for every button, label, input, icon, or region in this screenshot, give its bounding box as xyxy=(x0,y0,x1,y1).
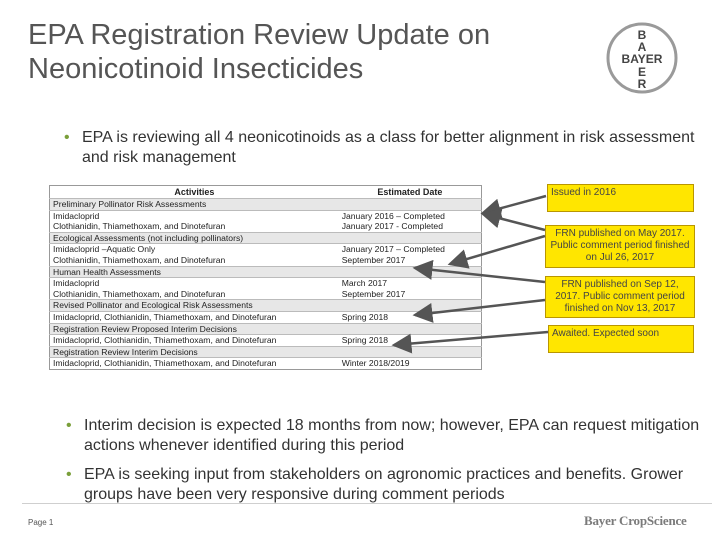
svg-text:R: R xyxy=(637,77,647,91)
date-cell: March 2017 xyxy=(339,278,482,289)
header-activities: Activities xyxy=(50,186,339,199)
footer-divider xyxy=(22,503,712,504)
header-estimated-date: Estimated Date xyxy=(339,186,482,199)
date-cell: January 2017 – Completed xyxy=(339,244,482,255)
activity-cell: Imidacloprid, Clothianidin, Thiamethoxam, and Dinotefuran xyxy=(50,358,339,370)
svg-text:E: E xyxy=(637,65,647,79)
activity-cell: Clothianidin, Thiamethoxam, and Dinotefuran xyxy=(50,289,339,300)
bullet-stakeholder-input xyxy=(66,465,704,505)
bullet-interim-decision xyxy=(66,416,704,456)
activity-cell: Imidacloprid, Clothianidin, Thiamethoxam, and Dinotefuran xyxy=(50,335,339,347)
activity-cell: Preliminary Pollinator Risk Assessments xyxy=(50,199,339,211)
bullet-text: EPA is reviewing all 4 neonicotinoids as a class for better alignment in risk assessment and risk management xyxy=(82,129,695,166)
date-cell: Spring 2018 xyxy=(339,311,482,323)
activity-cell: Registration Review Interim Decisions xyxy=(50,346,339,358)
bullet-text: Interim decision is expected 18 months from now; however, EPA can request mitigation actions whenever identified during this period xyxy=(84,417,700,454)
activity-cell: Human Health Assessments xyxy=(50,266,339,278)
brand-wordmark: Bayer CropScience xyxy=(584,513,687,528)
svg-text:B: B xyxy=(637,28,647,42)
date-cell: Spring 2018 xyxy=(339,335,482,347)
date-cell: January 2016 – Completed xyxy=(339,210,482,221)
activity-cell: Imidacloprid xyxy=(50,278,339,289)
activity-cell: Ecological Assessments (not including pollinators) xyxy=(50,232,339,244)
page-number: Page 1 xyxy=(28,518,54,527)
arrow-frn-sep-2 xyxy=(415,300,545,315)
note-issued: Issued in 2016 xyxy=(547,184,694,212)
activity-cell: Registration Review Proposed Interim Decisions xyxy=(50,323,339,335)
arrow-frn-sep xyxy=(415,268,545,282)
date-cell: September 2017 xyxy=(339,255,482,266)
arrow-issued xyxy=(483,196,546,213)
bullet-dot-icon: • xyxy=(66,466,72,483)
arrow-awaited xyxy=(394,332,548,345)
title-line-2: Neonicotinoid Insecticides xyxy=(28,53,364,85)
bullet-dot-icon: • xyxy=(66,417,72,434)
bullet-text: EPA is seeking input from stakeholders on agronomic practices and benefits. Grower groups have been very responsive during comment periods xyxy=(84,466,684,503)
svg-text:A: A xyxy=(637,40,647,54)
activity-cell: Clothianidin, Thiamethoxam, and Dinotefuran xyxy=(50,255,339,266)
activity-cell: Imidacloprid –Aquatic Only xyxy=(50,244,339,255)
activity-cell: Imidacloprid, Clothianidin, Thiamethoxam, and Dinotefuran xyxy=(50,311,339,323)
arrow-frn-may-2 xyxy=(450,236,545,264)
bullet-dot-icon: • xyxy=(64,129,70,146)
date-cell: Winter 2018/2019 xyxy=(339,358,482,370)
note-frn-may: FRN published on May 2017. Public comment period finished on Jul 26, 2017 xyxy=(545,225,695,268)
activity-cell: Imidacloprid xyxy=(50,210,339,221)
title-line-1: EPA Registration Review Update on xyxy=(28,19,491,51)
date-cell: September 2017 xyxy=(339,289,482,300)
activity-cell: Revised Pollinator and Ecological Risk Assessments xyxy=(50,300,339,312)
note-frn-sep: FRN published on Sep 12, 2017. Public comment period finished on Nov 13, 2017 xyxy=(545,276,695,318)
arrow-frn-may xyxy=(483,214,545,230)
svg-text:BAYER: BAYER xyxy=(621,52,663,66)
date-cell: January 2017 - Completed xyxy=(339,221,482,232)
note-awaited: Awaited. Expected soon xyxy=(548,325,694,353)
activity-cell: Clothianidin, Thiamethoxam, and Dinotefuran xyxy=(50,221,339,232)
